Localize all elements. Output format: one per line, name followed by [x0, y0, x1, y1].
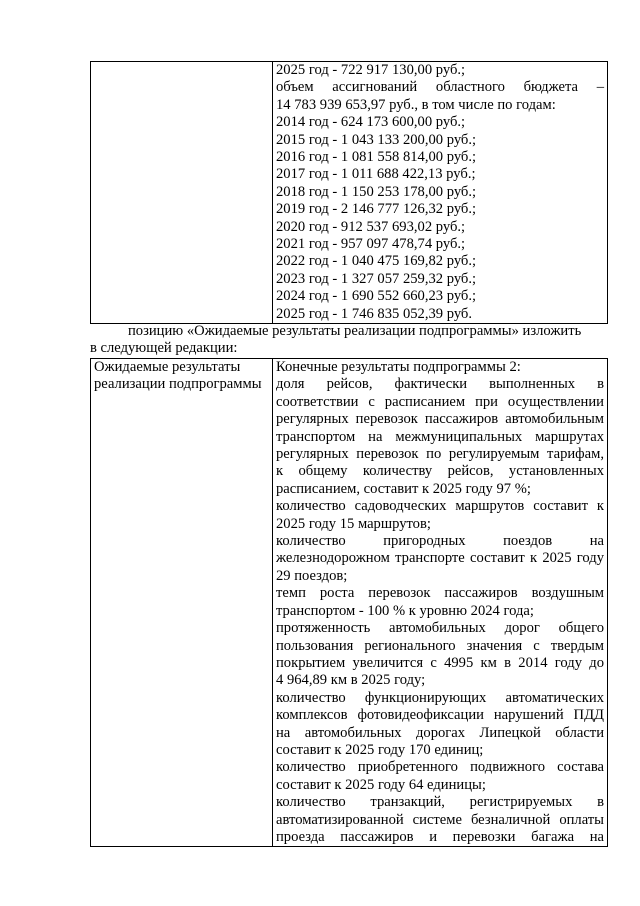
results-line: количество садоводческих маршрутов составит к — [276, 498, 604, 515]
amendment-paragraph-cont: в следующей редакции: — [90, 340, 238, 356]
results-line: соответствии с расписанием при осуществлении — [276, 393, 604, 410]
funding-line: 2024 год - 1 690 552 660,23 руб.; — [276, 288, 477, 305]
results-heading-line: Ожидаемые результаты — [94, 359, 241, 375]
results-line: покрытием увеличится с 4995 км в 2014 году до — [276, 654, 604, 671]
results-line: протяженность автомобильных дорог общего — [276, 620, 604, 637]
results-line: 2025 году 15 маршрутов; — [276, 515, 431, 532]
results-line: количество функционирующих автоматических — [276, 689, 604, 706]
funding-line: 2015 год - 1 043 133 200,00 руб.; — [276, 131, 477, 148]
funding-line: 2016 год - 1 081 558 814,00 руб.; — [276, 149, 477, 166]
funding-line: 2025 год - 1 746 835 052,39 руб. — [276, 305, 473, 322]
funding-line: 14 783 939 653,97 руб., в том числе по годам: — [276, 96, 556, 113]
funding-line: объем ассигнований областного бюджета – — [276, 79, 604, 96]
results-line: 4 964,89 км в 2025 году; — [276, 672, 426, 689]
results-table — [90, 358, 608, 847]
results-right-cell — [273, 359, 608, 847]
results-line: расписанием, составит к 2025 году 97 %; — [276, 480, 531, 497]
funding-line: 2017 год - 1 011 688 422,13 руб.; — [276, 166, 476, 183]
funding-table — [90, 61, 608, 324]
table-row — [91, 62, 608, 324]
results-line: 29 поездов; — [276, 567, 348, 584]
amendment-paragraph: позицию «Ожидаемые результаты реализации подпрограммы» изложить — [128, 323, 582, 339]
results-left-cell — [91, 359, 273, 847]
results-line: Конечные результаты подпрограммы 2: — [276, 359, 521, 375]
results-line: к общему количеству рейсов, установленных — [276, 463, 604, 480]
results-line: количество пригородных поездов на — [276, 533, 604, 550]
results-line: на автомобильных дорогах Липецкой области — [276, 724, 604, 741]
results-heading-line: реализации подпрограммы — [94, 376, 262, 393]
funding-line: 2019 год - 2 146 777 126,32 руб.; — [276, 201, 477, 218]
funding-line: 2018 год - 1 150 253 178,00 руб.; — [276, 183, 477, 200]
results-line: железнодорожном транспорте составит к 2025 году — [276, 550, 604, 567]
results-line: транспортом на межмуниципальных маршрутах — [276, 428, 604, 445]
results-line: проезда пассажиров и перевозки багажа на — [276, 828, 604, 845]
funding-line: 2021 год - 957 097 478,74 руб.; — [276, 236, 466, 253]
results-line: количество приобретенного подвижного состава — [276, 759, 604, 776]
results-line: доля рейсов, фактически выполненных в — [276, 376, 604, 393]
funding-right-cell — [273, 62, 608, 324]
results-line: составит к 2025 году 170 единиц; — [276, 741, 484, 758]
table-row — [91, 359, 608, 847]
results-line: транспортом - 100 % к уровню 2024 года; — [276, 602, 534, 619]
funding-line: 2014 год - 624 173 600,00 руб.; — [276, 114, 466, 131]
results-line: пользования регионального значения с твердым — [276, 637, 604, 654]
results-line: автоматизированной системе безналичной оплаты — [276, 811, 604, 828]
results-line: количество транзакций, регистрируемых в — [276, 794, 604, 811]
funding-line: 2022 год - 1 040 475 169,82 руб.; — [276, 253, 477, 270]
funding-line: 2020 год - 912 537 693,02 руб.; — [276, 218, 466, 235]
funding-line: 2023 год - 1 327 057 259,32 руб.; — [276, 270, 477, 287]
results-line: регулярных перевозок по регулируемым тарифам, — [276, 446, 604, 463]
results-line: регулярных перевозок пассажиров автомобильным — [276, 411, 604, 428]
results-line: комплексов фотовидеофиксации нарушений ПДД — [276, 707, 604, 724]
funding-line: 2025 год - 722 917 130,00 руб.; — [276, 62, 466, 78]
funding-left-cell — [91, 62, 273, 324]
results-line: составит к 2025 году 64 единицы; — [276, 776, 486, 793]
results-line: темп роста перевозок пассажиров воздушным — [276, 585, 604, 602]
